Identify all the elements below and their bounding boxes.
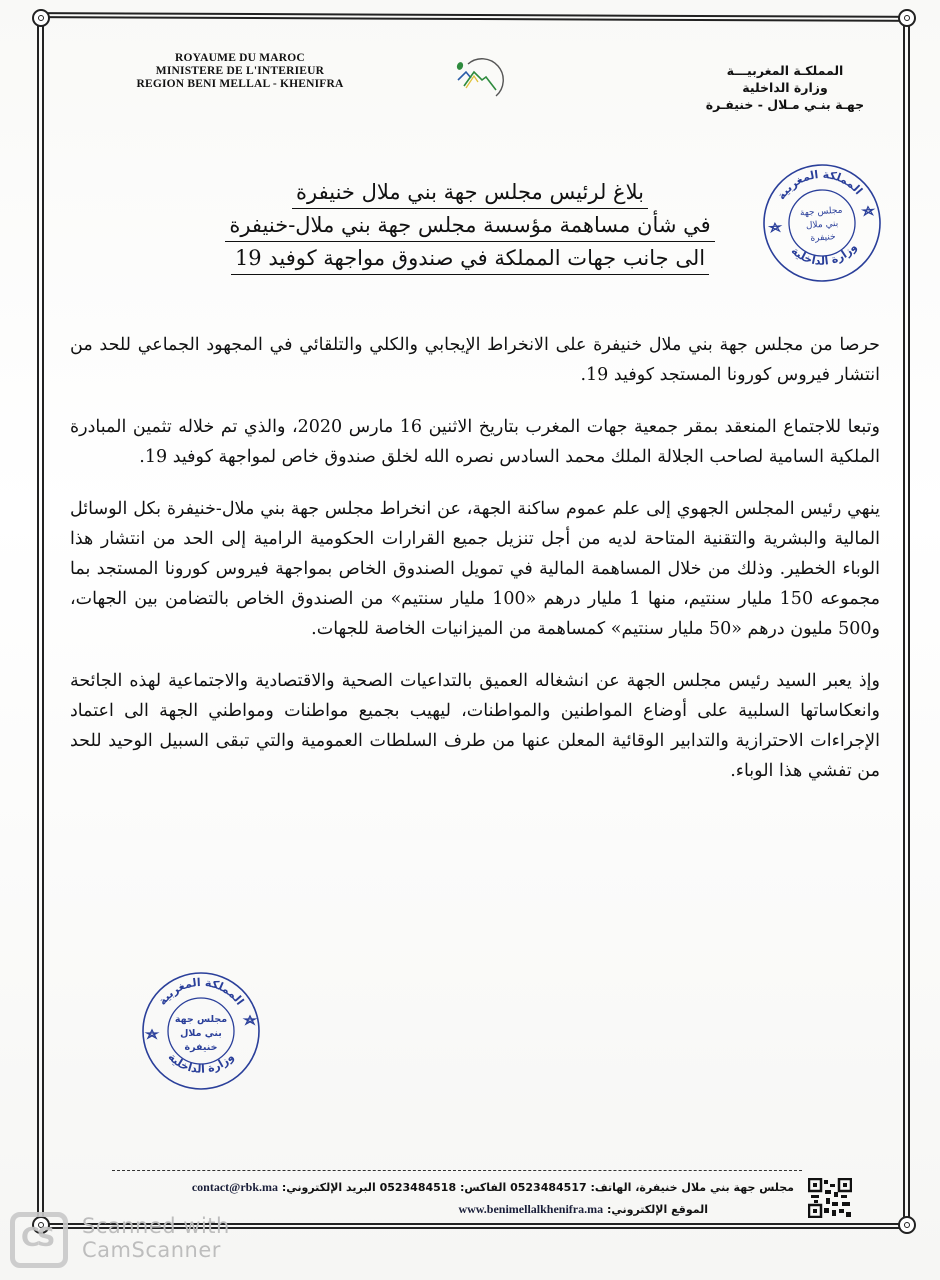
footer-fax: 0523484518 (379, 1181, 457, 1194)
footer-website-link[interactable]: www.benimellalkhenifra.ma (458, 1202, 604, 1216)
stamp-inner-line: خنيفرة (810, 232, 836, 244)
stamp-inner-line: خنيفرة (184, 1042, 218, 1053)
communique-body (70, 330, 880, 808)
watermark-line: CamScanner (82, 1238, 221, 1262)
body-paragraph: وإذ يعبر السيد رئيس مجلس الجهة عن انشغاله العميق بالتداعيات الصحية والاقتصادية والاجتماعية لهذه الجائحة وانعكاساتها السلبية على أوضاع المواطنين والمواطنات، ليهيب بجميع مواطنات ومواطني الجهة الى اعتماد الإجراءات الاحترازية والتدابير الوقائية المعلن عنها من طرف السلطات العمومية والتي تبقى السبيل الوحيد للحد من تفشي هذا الوباء. (70, 671, 880, 781)
svg-text:المملكة المغربية (156, 976, 247, 1008)
star-icon (147, 1030, 157, 1038)
stamp-outer-top: المملكة المغربية (155, 975, 247, 1008)
star-icon (245, 1016, 255, 1024)
letterhead-french (110, 52, 370, 91)
border-top (44, 12, 908, 22)
title-line: في شأن مساهمة مؤسسة مجلس جهة بني ملال-خنيفرة (225, 209, 714, 242)
letterhead-line: المملكـة المغربيـــة (726, 63, 844, 78)
stamp-inner-line: بني ملال (180, 1028, 222, 1039)
letterhead-line: REGION BENI MELLAL - KHENIFRA (136, 78, 344, 90)
stamp-inner-line: بني ملال (805, 218, 839, 232)
svg-text:المملكة المغربية (773, 165, 866, 203)
mountain-logo-icon (446, 58, 506, 102)
footer-org: مجلس جهة بني ملال خنيفرة، الهاتف: (590, 1181, 794, 1194)
letterhead-arabic (640, 62, 900, 113)
official-stamp-icon (136, 966, 266, 1096)
title-line: الى جانب جهات المملكة في صندوق مواجهة كوفيد 19 (231, 242, 709, 275)
footer-divider (112, 1170, 802, 1171)
camscanner-logo-text: CS (21, 1223, 52, 1253)
corner-ornament-icon (898, 9, 916, 27)
body-paragraph: ينهي رئيس المجلس الجهوي إلى علم عموم ساكنة الجهة، عن انخراط مجلس جهة بني ملال-خنيفرة بكل الوسائل المالية والبشرية والتقنية المتاحة لديه من أجل تنزيل جميع القرارات الحكومية الرامية إلى الحد من انتشار هذا الوباء الخطير. وذلك من خلال المساهمة المالية في تمويل الصندوق الخاص بمواجهة فيروس كورونا المستجد بما مجموعه 150 مليار سنتيم، منها 1 مليار درهم «100 مليار سنتيم» من الصندوق الخاص بالتضامن بين الجهات، و500 مليون درهم «50 مليار سنتيم» كمساهمة من الميزانيات الخاصة للجهات. (70, 499, 880, 639)
letterhead-line: ROYAUME DU MAROC (175, 52, 305, 64)
body-paragraph: وتبعا للاجتماع المنعقد بمقر جمعية جهات المغرب بتاريخ الاثنين 16 مارس 2020، والذي تم خلاله تثمين المبادرة الملكية السامية لصاحب الجلالة الملك محمد السادس نصره الله لخلق صندوق خاص لمواجهة كوفيد 19. (70, 417, 880, 467)
watermark-line: Scanned with (82, 1214, 230, 1238)
letterhead-line: جهـة بنـي مـلال - خنيفـرة (705, 97, 865, 112)
camscanner-watermark (82, 1214, 230, 1262)
stamp-outer-bottom: وزارة الداخلية (165, 1050, 237, 1076)
communique-title (180, 176, 760, 275)
footer-contact-line (138, 1180, 794, 1195)
svg-text:وزارة الداخلية (788, 240, 861, 270)
qr-code-icon (808, 1178, 852, 1218)
corner-ornament-icon (32, 9, 50, 27)
footer-email-label: البريد الإلكتروني: (281, 1181, 376, 1194)
footer-phone: 0523484517 (510, 1181, 587, 1194)
footer-email-link[interactable]: contact@rbk.ma (191, 1180, 278, 1194)
star-icon (770, 223, 781, 232)
stamp-inner-line: مجلس جهة (799, 205, 843, 219)
footer-fax-label: الفاكس: (459, 1181, 507, 1194)
stamp-inner-line: مجلس جهة (174, 1014, 228, 1025)
stamp-outer-top: المملكة المغربية (774, 167, 866, 203)
official-stamp-icon (753, 154, 892, 293)
border-right (903, 26, 910, 1222)
camscanner-logo-icon (10, 1212, 68, 1268)
svg-text:وزارة الداخلية (166, 1050, 237, 1075)
border-left (37, 26, 44, 1222)
star-icon (863, 206, 874, 215)
letterhead-line: MINISTERE DE L'INTERIEUR (155, 65, 325, 77)
body-paragraph: حرصا من مجلس جهة بني ملال خنيفرة على الانخراط الإيجابي والكلي والتلقائي في المجهود الجماعي للحد من انتشار فيروس كورونا المستجد كوفيد 19. (70, 335, 880, 385)
letterhead-line: وزارة الداخلية (742, 80, 828, 95)
title-line: بلاغ لرئيس مجلس جهة بني ملال خنيفرة (292, 176, 648, 209)
stamp-outer-bottom: وزارة الداخلية (788, 240, 860, 268)
footer-website-label: الموقع الإلكتروني: (606, 1203, 708, 1216)
corner-ornament-icon (898, 1216, 916, 1234)
